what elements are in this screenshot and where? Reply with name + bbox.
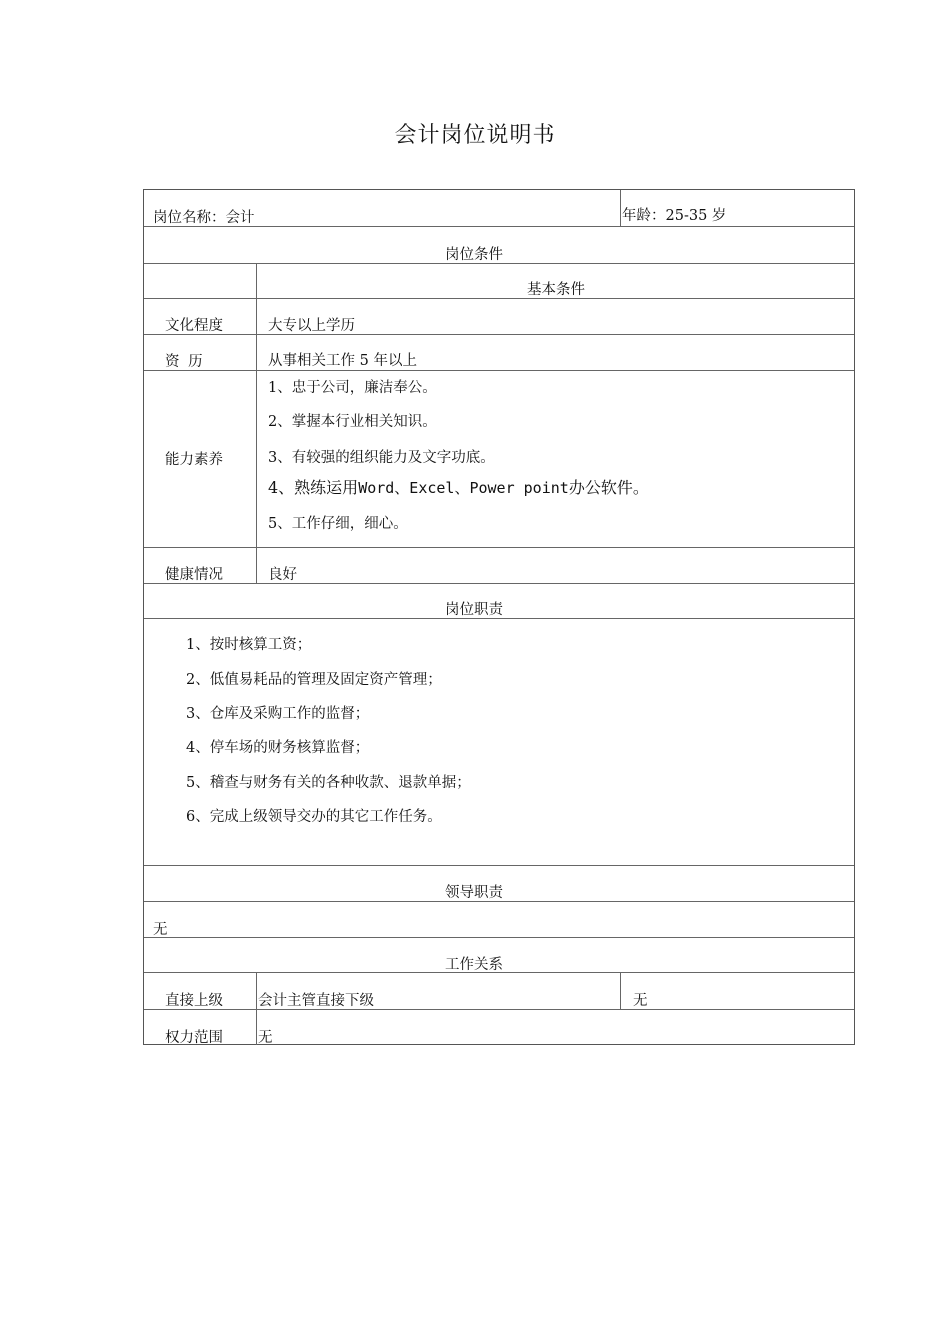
duty-item: 2、低值易耗品的管理及固定资产管理； — [186, 672, 442, 688]
ability-item — [268, 479, 649, 497]
row-divider — [144, 547, 854, 548]
ability-item: 5、工作仔细，细心。 — [268, 516, 408, 532]
ability-item: 2、掌握本行业相关知识。 — [268, 414, 437, 430]
section-leadership: 领导职责 — [445, 885, 503, 901]
duty-item: 1、按时核算工资； — [186, 637, 312, 653]
ability-item-suffix: 办公软件。 — [568, 478, 649, 497]
education-value: 大专以上学历 — [268, 318, 355, 334]
experience-value: 从事相关工作 5 年以上 — [268, 353, 417, 369]
row-divider — [144, 1009, 854, 1010]
col-divider — [256, 263, 257, 583]
direct-superior-value: 会计主管直接下级 — [258, 993, 374, 1009]
abilities-label: 能力素养 — [165, 452, 223, 468]
page-title: 会计岗位说明书 — [394, 123, 556, 148]
col-divider — [256, 972, 257, 1045]
row-divider — [144, 334, 854, 335]
duty-item: 6、完成上级领导交办的其它工作任务。 — [186, 809, 442, 825]
col-divider — [620, 190, 621, 226]
row-divider — [144, 583, 854, 584]
ability-item: 3、有较强的组织能力及文字功底。 — [268, 450, 495, 466]
age-requirement: 年龄：25-35 岁 — [622, 208, 727, 224]
ability-item-software: Word、Excel、Power point — [358, 479, 569, 497]
authority-value: 无 — [258, 1030, 273, 1046]
position-name: 岗位名称：会计 — [153, 210, 255, 226]
section-duties: 岗位职责 — [445, 602, 503, 618]
duty-item: 3、仓库及采购工作的监督； — [186, 706, 370, 722]
section-conditions: 岗位条件 — [445, 247, 503, 263]
leadership-value: 无 — [153, 922, 168, 938]
ability-item: 1、忠于公司，廉洁奉公。 — [268, 380, 437, 396]
basic-conditions-heading: 基本条件 — [527, 282, 585, 298]
authority-label: 权力范围 — [165, 1030, 223, 1046]
direct-subordinate-value: 无 — [633, 993, 648, 1009]
experience-label: 资 历 — [165, 354, 205, 370]
section-relations: 工作关系 — [445, 957, 503, 973]
direct-superior-label: 直接上级 — [165, 993, 223, 1009]
health-value: 良好 — [268, 567, 297, 583]
education-label: 文化程度 — [165, 318, 223, 334]
ability-item-prefix: 4、熟练运用 — [268, 478, 359, 497]
health-label: 健康情况 — [165, 567, 223, 583]
job-description-form — [143, 189, 855, 1045]
row-divider — [144, 937, 854, 938]
col-divider — [620, 972, 621, 1009]
duty-item: 4、停车场的财务核算监督； — [186, 740, 370, 756]
row-divider — [144, 370, 854, 371]
duty-item: 5、稽查与财务有关的各种收款、退款单据； — [186, 775, 471, 791]
row-divider — [144, 865, 854, 866]
